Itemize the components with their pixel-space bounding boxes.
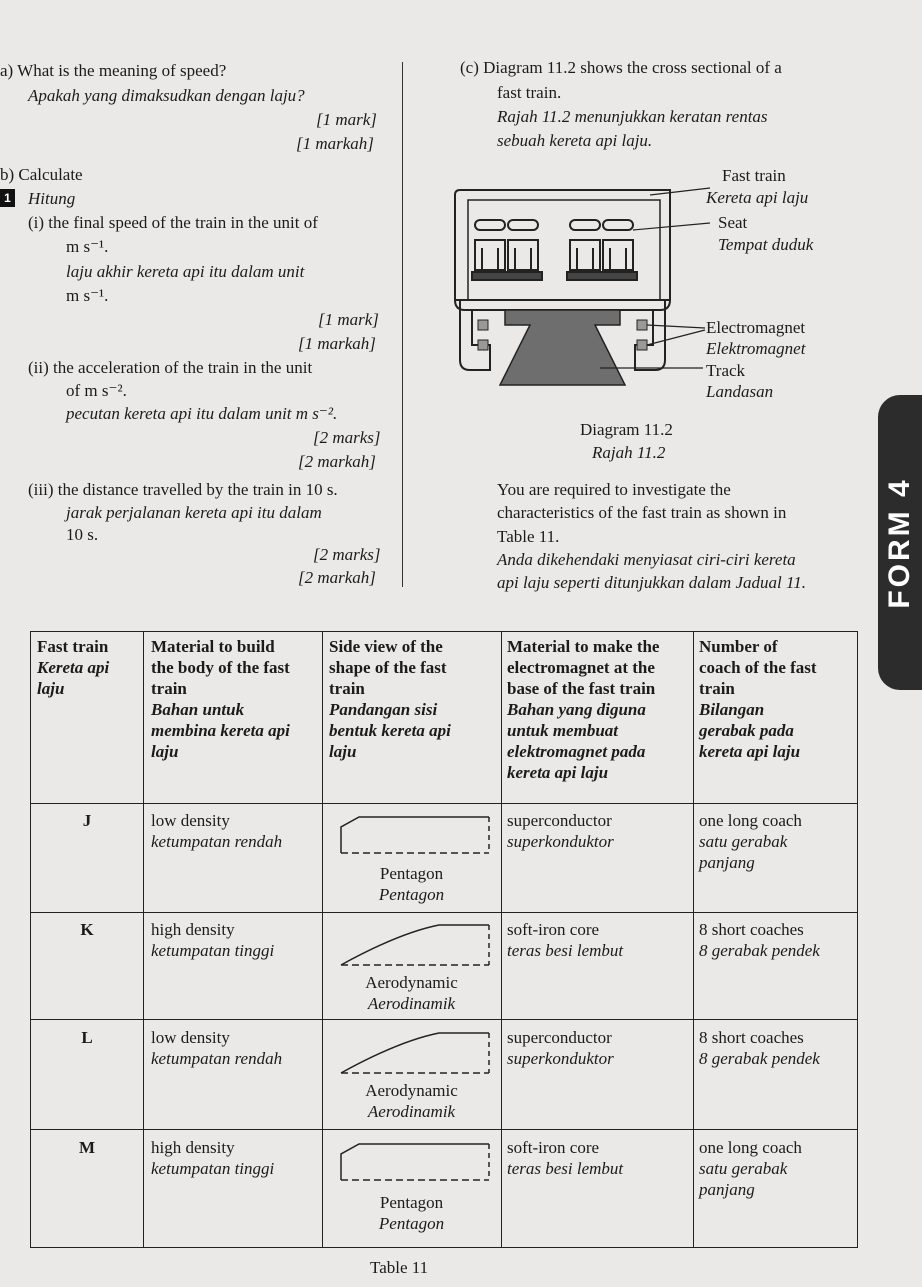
mark-b-ii: [2 marks] [313,428,381,447]
question-b-i-ms: laju akhir kereta api itu dalam unit [66,262,305,281]
label-electromagnet-ms: Elektromagnet [706,339,806,358]
question-b-iii-ms: jarak perjalanan kereta api itu dalam [66,503,322,522]
column-divider [402,62,403,587]
diagram-caption-ms: Rajah 11.2 [592,443,666,462]
question-b-i-unit: m s⁻¹. [66,237,109,256]
row-m-coach: one long coach satu gerabak panjang [699,1138,802,1199]
mark-b-iii-ms: [2 markah] [298,568,376,587]
mark-b-i: [1 mark] [318,310,379,329]
row-m-shape-label: Pentagon Pentagon [378,1193,445,1233]
row-m-body: high density ketumpatan tinggi [151,1138,275,1178]
row-m-shape-pentagon [339,1142,494,1182]
row-l-id: L [81,1028,93,1047]
row-k-shape-label: Aerodynamic Aerodinamik [365,973,458,1013]
question-b-ii: (ii) the acceleration of the train in the unit [28,358,313,377]
table-11 [30,631,858,1248]
label-track: Track [706,361,746,380]
question-c-ms-l2: sebuah kereta api laju. [497,131,653,150]
row-k-id: K [80,920,94,939]
question-b: b) Calculate [0,165,83,184]
mark-a: [1 mark] [316,110,377,129]
diagram-caption: Diagram 11.2 [580,420,673,439]
question-b-i: (i) the final speed of the train in the unit of [28,213,318,232]
question-a: a) What is the meaning of speed? [0,61,227,80]
train-cross-section-diagram [420,160,900,450]
row-m-magnet: soft-iron core teras besi lembut [507,1138,624,1178]
train-inner-wall [468,200,660,300]
row-k-coach: 8 short coaches 8 gerabak pendek [699,920,820,960]
question-b-iii-ms-end: 10 s. [66,525,99,544]
table-caption: Table 11 [370,1258,429,1277]
header-number-of-coach: Number of coach of the fast train Bilangan gerabak pada kereta api laju [699,637,817,761]
question-c-l2: fast train. [497,83,562,102]
row-j-id: J [82,811,92,830]
instruction-l3: Table 11. [497,527,560,546]
mark-b-i-ms: [1 markah] [298,334,376,353]
mark-b-iii: [2 marks] [313,545,381,564]
question-c: (c) Diagram 11.2 shows the cross sectional of a [460,58,782,77]
row-l-magnet: superconductor superkonduktor [507,1028,614,1068]
row-l-coach: 8 short coaches 8 gerabak pendek [699,1028,820,1068]
seat-left [472,220,542,280]
label-electromagnet: Electromagnet [706,318,806,337]
seat-right [567,220,637,280]
label-fast-train-ms: Kereta api laju [706,188,809,207]
header-side-view: Side view of the shape of the fast train Pandangan sisi bentuk kereta api laju [329,637,451,761]
label-seat: Seat [718,213,748,232]
instruction-ms-l1: Anda dikehendaki menyiasat ciri-ciri kereta [497,550,796,569]
row-m-id: M [78,1138,96,1157]
header-electromagnet-material: Material to make the electromagnet at the base of the fast train Bahan yang diguna untuk membuat elektromagnet pada kereta api laju [507,637,660,782]
row-l-shape-label: Aerodynamic Aerodinamik [365,1081,458,1121]
label-fast-train: Fast train [722,166,786,185]
row-j-magnet: superconductor superkonduktor [507,811,614,851]
row-k-shape-aerodynamic [339,923,494,967]
mark-b-ii-ms: [2 markah] [298,452,376,471]
row-j-body: low density ketumpatan rendah [151,811,283,851]
mark-a-ms: [1 markah] [296,134,374,153]
label-seat-ms: Tempat duduk [718,235,814,254]
question-b-ms: Hitung [28,189,76,208]
track-shape [500,310,625,385]
question-b-ii-unit: of m s⁻². [66,381,127,400]
instruction-ms-l2: api laju seperti ditunjukkan dalam Jadual 11. [497,573,806,592]
row-j-shape-pentagon [339,815,494,855]
row-l-body: low density ketumpatan rendah [151,1028,283,1068]
question-a-ms: Apakah yang dimaksudkan dengan laju? [28,86,305,105]
question-c-ms: Rajah 11.2 menunjukkan keratan rentas [497,107,768,126]
instruction-l2: characteristics of the fast train as shown in [497,503,787,522]
question-bullet-badge: 1 [0,189,15,207]
question-b-i-ms-unit: m s⁻¹. [66,286,109,305]
label-track-ms: Landasan [706,382,774,401]
row-k-magnet: soft-iron core teras besi lembut [507,920,624,960]
instruction-l1: You are required to investigate the [497,480,731,499]
train-body-outline [455,190,670,310]
header-body-material: Material to build the body of the fast train Bahan untuk membina kereta api laju [151,637,290,761]
row-k-body: high density ketumpatan tinggi [151,920,275,960]
header-fast-train: Fast train Kereta api laju [37,637,110,698]
row-j-coach: one long coach satu gerabak panjang [699,811,802,872]
row-j-shape-label: Pentagon Pentagon [378,864,445,904]
question-b-ii-ms: pecutan kereta api itu dalam unit m s⁻². [66,404,338,423]
form-level-tab: FORM 4 [878,395,922,690]
question-b-iii: (iii) the distance travelled by the train in 10 s. [28,480,338,499]
row-l-shape-aerodynamic [339,1031,494,1075]
